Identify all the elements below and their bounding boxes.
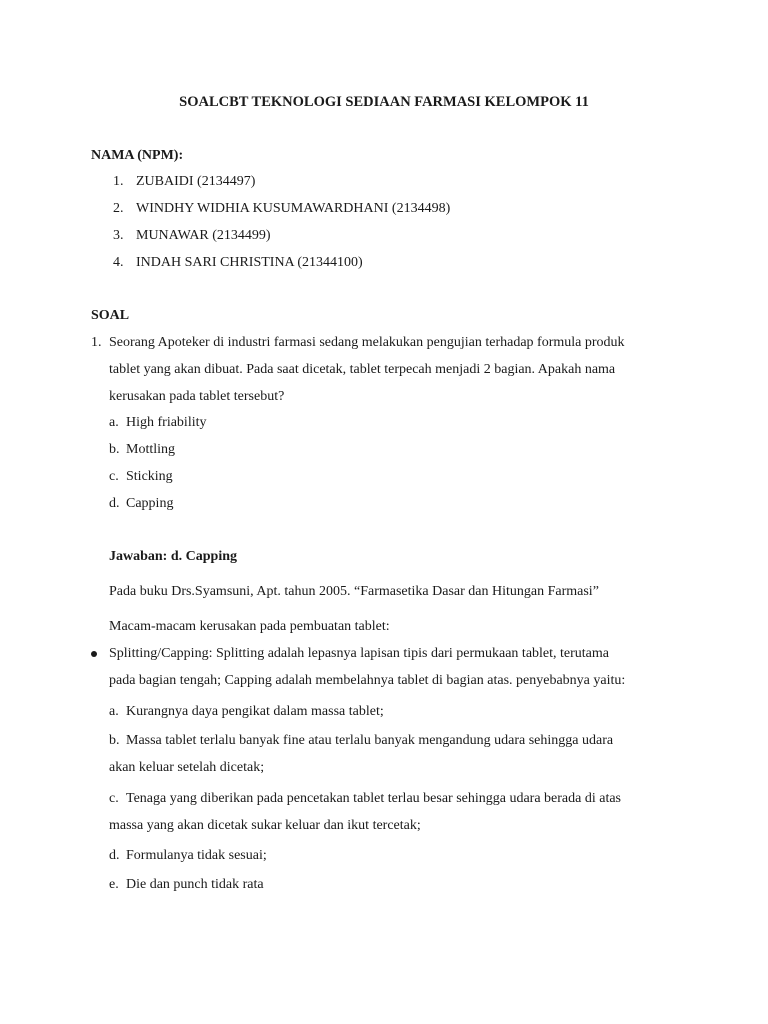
cause-text-line: akan keluar setelah dicetak; [109, 760, 265, 775]
bullet-text-line: pada bagian tengah; Capping adalah membelahnya tablet di bagian atas. penyebabnya yaitu: [109, 673, 626, 688]
cause-text-line: Massa tablet terlalu banyak fine atau terlalu banyak mengandung udara sehingga udara [126, 733, 614, 748]
option-text: Capping [126, 496, 174, 511]
cause-text-line: Die dan punch tidak rata [126, 877, 264, 892]
question-number: 1. [91, 335, 102, 350]
cause-letter: a. [109, 704, 119, 719]
question-text-line: kerusakan pada tablet tersebut? [109, 389, 285, 404]
bullet-text-line: Splitting/Capping: Splitting adalah lepasnya lapisan tipis dari permukaan tablet, terutama [109, 646, 610, 661]
question-text-line: Seorang Apoteker di industri farmasi sedang melakukan pengujian terhadap formula produk [109, 335, 625, 350]
member-number: 3. [113, 228, 124, 243]
cause-text-line: massa yang akan dicetak sukar keluar dan ikut tercetak; [109, 818, 421, 833]
option-text: Mottling [126, 442, 176, 457]
member-name: WINDHY WIDHIA KUSUMAWARDHANI (2134498) [136, 201, 451, 216]
document-title: SOALCBT TEKNOLOGI SEDIAAN FARMASI KELOMPOK 11 [179, 94, 589, 110]
option-letter: a. [109, 415, 119, 430]
answer-line: Jawaban: d. Capping [109, 549, 237, 564]
cause-text-line: Formulanya tidak sesuai; [126, 848, 267, 863]
soal-heading: SOAL [91, 308, 130, 323]
reference-line: Pada buku Drs.Syamsuni, Apt. tahun 2005. “Farmasetika Dasar dan Hitungan Farmasi” [109, 584, 599, 599]
question-text-line: tablet yang akan dibuat. Pada saat dicetak, tablet terpecah menjadi 2 bagian. Apakah nama [109, 362, 616, 377]
member-name: ZUBAIDI (2134497) [136, 174, 256, 189]
member-number: 2. [113, 201, 124, 216]
option-text: Sticking [126, 469, 173, 484]
option-text: High friability [126, 415, 207, 430]
cause-text-line: Kurangnya daya pengikat dalam massa tablet; [126, 704, 384, 719]
members-heading: NAMA (NPM): [91, 148, 184, 163]
option-letter: c. [109, 469, 119, 484]
option-letter: b. [109, 442, 120, 457]
member-number: 4. [113, 255, 124, 270]
intro-line: Macam-macam kerusakan pada pembuatan tablet: [109, 619, 390, 634]
member-number: 1. [113, 174, 124, 189]
option-letter: d. [109, 496, 120, 511]
cause-letter: e. [109, 877, 119, 892]
cause-letter: d. [109, 848, 120, 863]
member-name: INDAH SARI CHRISTINA (21344100) [136, 255, 363, 270]
cause-letter: b. [109, 733, 120, 748]
cause-letter: c. [109, 791, 119, 806]
member-name: MUNAWAR (2134499) [136, 228, 271, 243]
cause-text-line: Tenaga yang diberikan pada pencetakan tablet terlau besar sehingga udara berada di atas [126, 791, 622, 806]
bullet-icon [91, 651, 97, 657]
